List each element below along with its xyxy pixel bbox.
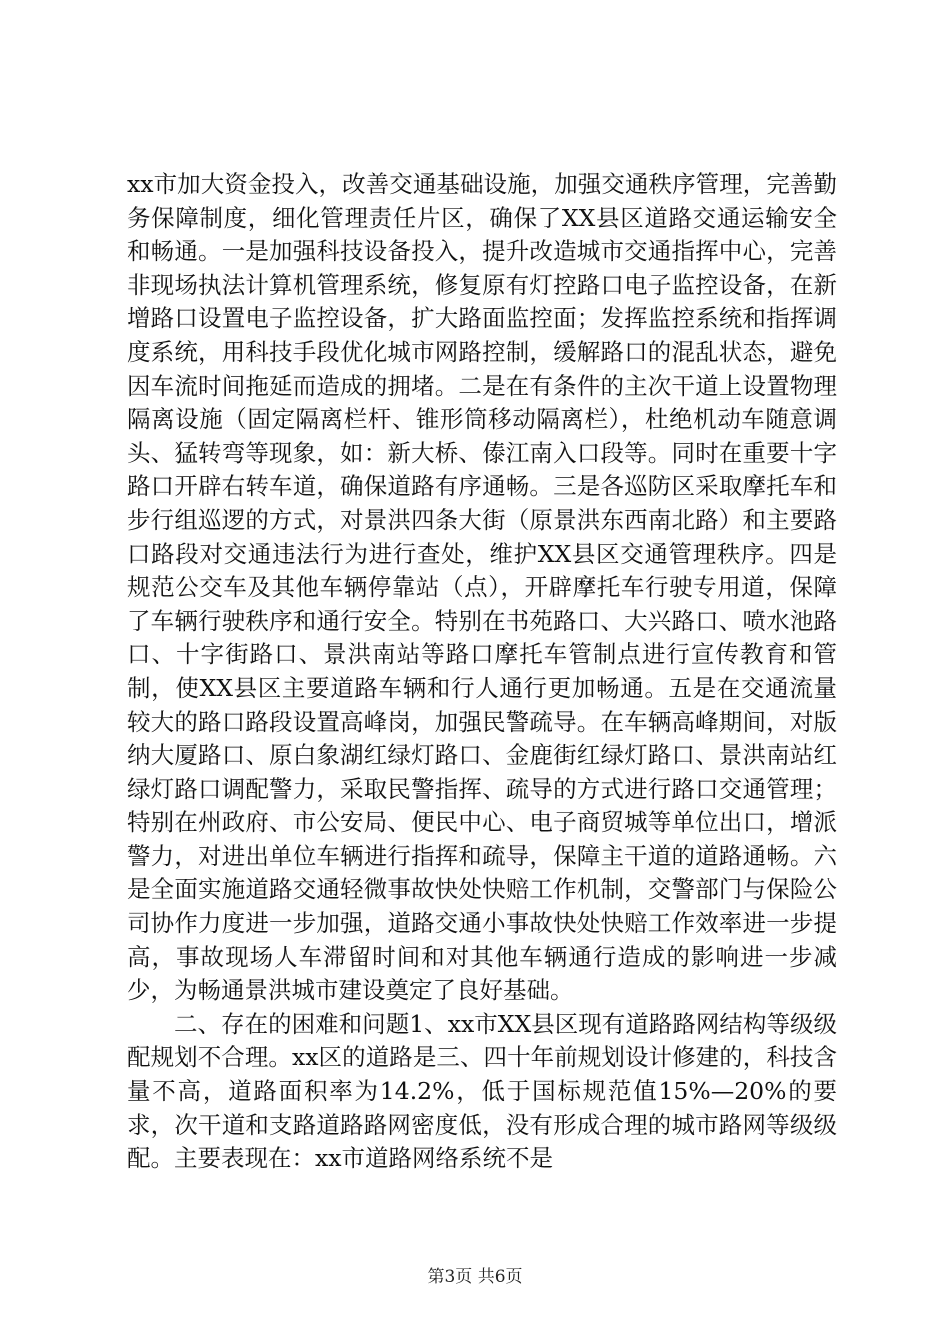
paragraph-2: 二、存在的困难和问题1、xx市XX县区现有道路路网结构等级级配规划不合理。xx区的道路是三、四十年前规划设计修建的，科技含量不高，道路面积率为14.2%，低于国标规范值15%—20%的要求，次干道和支路道路路网密度低，没有形成合理的城市路网等级级配。主要表现在：xx市道路网络系统不是 (127, 1009, 837, 1173)
document-body (127, 168, 837, 1176)
page-number-footer: 第3页 共6页 (427, 1267, 523, 1287)
paragraph-1: xx市加大资金投入，改善交通基础设施，加强交通秩序管理，完善勤务保障制度，细化管理责任片区，确保了XX县区道路交通运输安全和畅通。一是加强科技设备投入，提升改造城市交通指挥中心，完善非现场执法计算机管理系统，修复原有灯控路口电子监控设备，在新增路口设置电子监控设备，扩大路面监控面；发挥监控系统和指挥调度系统，用科技手段优化城市网路控制，缓解路口的混乱状态，避免因车流时间拖延而造成的拥堵。二是在有条件的主次干道上设置物理隔离设施（固定隔离栏杆、锥形筒移动隔离栏），杜绝机动车随意调头、猛转弯等现象，如：新大桥、傣江南入口段等。同时在重要十字路口开辟右转车道，确保道路有序通畅。三是各巡防区采取摩托车和步行组巡逻的方式，对景洪四条大街（原景洪东西南北路）和主要路口路段对交通违法行为进行查处，维护XX县区交通管理秩序。四是规范公交车及其他车辆停靠站（点），开辟摩托车行驶专用道，保障了车辆行驶秩序和通行安全。特别在书苑路口、大兴路口、喷水池路口、十字街路口、景洪南站等路口摩托车管制点进行宣传教育和管制，使XX县区主要道路车辆和行人通行更加畅通。五是在交通流量较大的路口路段设置高峰岗，加强民警疏导。在车辆高峰期间，对版纳大厦路口、原白象湖红绿灯路口、金鹿街红绿灯路口、景洪南站红绿灯路口调配警力，采取民警指挥、疏导的方式进行路口交通管理；特别在州政府、市公安局、便民中心、电子商贸城等单位出口，增派警力，对进出单位车辆进行指挥和疏导，保障主干道的道路通畅。六是全面实施道路交通轻微事故快处快赔工作机制，交警部门与保险公司协作力度进一步加强，道路交通小事故快处快赔工作效率进一步提高，事故现场人车滞留时间和对其他车辆通行造成的影响进一步减少，为畅通景洪城市建设奠定了良好基础。 (127, 170, 837, 1005)
